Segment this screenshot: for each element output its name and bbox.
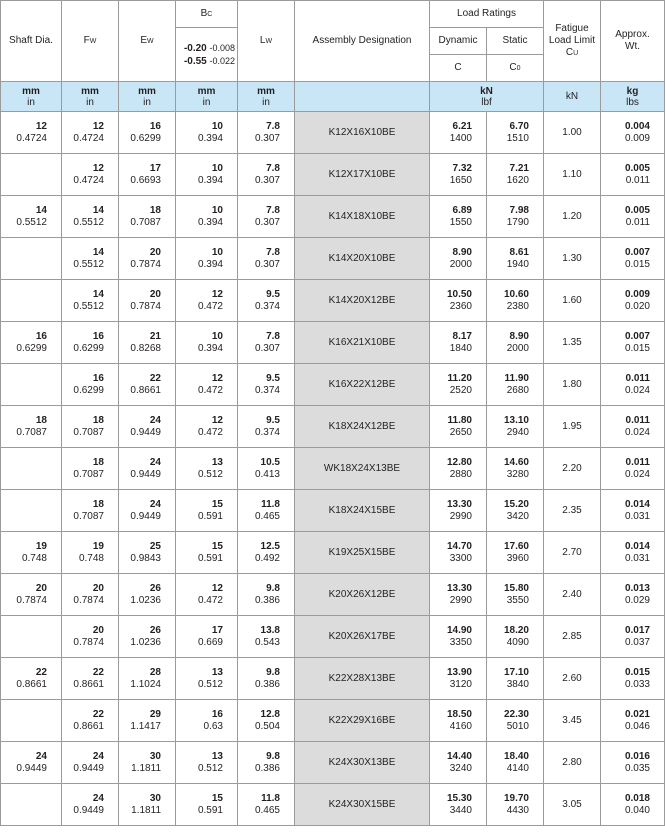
cell-static: 17.10 3840: [487, 658, 544, 700]
unit-bc: mm in: [176, 82, 238, 112]
cell-assembly-designation: K12X17X10BE: [295, 154, 430, 196]
cell-fw: 22 0.8661: [62, 700, 119, 742]
cell-shaft-dia: 19 0.748: [1, 532, 62, 574]
cell-assembly-designation: K14X20X10BE: [295, 238, 430, 280]
cell-fw: 12 0.4724: [62, 112, 119, 154]
cell-fatigue: 1.30: [544, 238, 601, 280]
cell-static: 10.60 2380: [487, 280, 544, 322]
cell-weight: 0.011 0.024: [601, 448, 665, 490]
header-ew: EW: [119, 1, 176, 82]
table-row: [1, 112, 665, 154]
cell-bc: 12 0.472: [176, 574, 238, 616]
cell-fw: 16 0.6299: [62, 364, 119, 406]
table-row: [1, 406, 665, 448]
cell-lw: 11.8 0.465: [238, 784, 295, 826]
cell-weight: 0.018 0.040: [601, 784, 665, 826]
cell-fatigue: 3.45: [544, 700, 601, 742]
table-body: [1, 112, 665, 826]
cell-bc: 15 0.591: [176, 532, 238, 574]
table-row: [1, 532, 665, 574]
cell-fatigue: 2.80: [544, 742, 601, 784]
table-row: [1, 574, 665, 616]
cell-fw: 18 0.7087: [62, 406, 119, 448]
cell-ew: 26 1.0236: [119, 574, 176, 616]
cell-shaft-dia: [1, 784, 62, 826]
cell-ew: 20 0.7874: [119, 280, 176, 322]
cell-dynamic: 7.32 1650: [430, 154, 487, 196]
cell-dynamic: 10.50 2360: [430, 280, 487, 322]
cell-weight: 0.005 0.011: [601, 196, 665, 238]
header-bc: BC: [176, 1, 238, 28]
cell-static: 8.61 1940: [487, 238, 544, 280]
cell-bc: 10 0.394: [176, 238, 238, 280]
cell-bc: 16 0.63: [176, 700, 238, 742]
cell-bc: 10 0.394: [176, 154, 238, 196]
cell-shaft-dia: [1, 448, 62, 490]
cell-weight: 0.005 0.011: [601, 154, 665, 196]
cell-dynamic: 13.30 2990: [430, 574, 487, 616]
cell-ew: 21 0.8268: [119, 322, 176, 364]
cell-weight: 0.016 0.035: [601, 742, 665, 784]
table-row: [1, 742, 665, 784]
cell-fatigue: 2.85: [544, 616, 601, 658]
cell-shaft-dia: [1, 238, 62, 280]
cell-bc: 15 0.591: [176, 490, 238, 532]
cell-weight: 0.017 0.037: [601, 616, 665, 658]
cell-fatigue: 2.40: [544, 574, 601, 616]
cell-shaft-dia: 12 0.4724: [1, 112, 62, 154]
cell-lw: 9.5 0.374: [238, 280, 295, 322]
cell-ew: 24 0.9449: [119, 448, 176, 490]
cell-lw: 9.5 0.374: [238, 406, 295, 448]
header-c: C: [430, 55, 487, 82]
cell-weight: 0.013 0.029: [601, 574, 665, 616]
cell-fw: 18 0.7087: [62, 490, 119, 532]
cell-dynamic: 14.40 3240: [430, 742, 487, 784]
unit-ew: mm in: [119, 82, 176, 112]
cell-assembly-designation: K19X25X15BE: [295, 532, 430, 574]
cell-dynamic: 11.80 2650: [430, 406, 487, 448]
cell-fw: 20 0.7874: [62, 616, 119, 658]
cell-lw: 9.8 0.386: [238, 658, 295, 700]
cell-fatigue: 1.35: [544, 322, 601, 364]
table-row: [1, 448, 665, 490]
cell-assembly-designation: K16X22X12BE: [295, 364, 430, 406]
table-row: [1, 154, 665, 196]
cell-shaft-dia: 14 0.5512: [1, 196, 62, 238]
cell-lw: 13.8 0.543: [238, 616, 295, 658]
cell-lw: 11.8 0.465: [238, 490, 295, 532]
cell-assembly-designation: K18X24X15BE: [295, 490, 430, 532]
cell-bc: 10 0.394: [176, 322, 238, 364]
cell-shaft-dia: 16 0.6299: [1, 322, 62, 364]
header-fw: FW: [62, 1, 119, 82]
cell-bc: 10 0.394: [176, 112, 238, 154]
unit-fatigue: kN: [544, 82, 601, 112]
cell-bc: 10 0.394: [176, 196, 238, 238]
cell-ew: 25 0.9843: [119, 532, 176, 574]
table-row: [1, 616, 665, 658]
cell-weight: 0.009 0.020: [601, 280, 665, 322]
cell-fw: 22 0.8661: [62, 658, 119, 700]
cell-ew: 24 0.9449: [119, 490, 176, 532]
cell-static: 6.70 1510: [487, 112, 544, 154]
cell-fw: 16 0.6299: [62, 322, 119, 364]
cell-fatigue: 1.60: [544, 280, 601, 322]
cell-weight: 0.014 0.031: [601, 490, 665, 532]
cell-ew: 24 0.9449: [119, 406, 176, 448]
header-bc-tolerance: -0.20 -0.008 -0.55 -0.022: [176, 28, 238, 82]
cell-bc: 13 0.512: [176, 658, 238, 700]
cell-assembly-designation: K14X20X12BE: [295, 280, 430, 322]
header-dynamic: Dynamic: [430, 28, 487, 55]
table-row: [1, 784, 665, 826]
cell-dynamic: 6.89 1550: [430, 196, 487, 238]
cell-static: 15.80 3550: [487, 574, 544, 616]
header-weight: Approx. Wt.: [601, 1, 665, 82]
cell-assembly-designation: K12X16X10BE: [295, 112, 430, 154]
cell-fatigue: 2.60: [544, 658, 601, 700]
table-row: [1, 322, 665, 364]
cell-dynamic: 8.90 2000: [430, 238, 487, 280]
cell-shaft-dia: [1, 700, 62, 742]
unit-weight: kg lbs: [601, 82, 665, 112]
cell-shaft-dia: [1, 364, 62, 406]
cell-fatigue: 2.35: [544, 490, 601, 532]
cell-weight: 0.011 0.024: [601, 406, 665, 448]
cell-ew: 22 0.8661: [119, 364, 176, 406]
cell-static: 19.70 4430: [487, 784, 544, 826]
cell-shaft-dia: 22 0.8661: [1, 658, 62, 700]
cell-shaft-dia: 20 0.7874: [1, 574, 62, 616]
table-header: [1, 1, 665, 112]
cell-fw: 24 0.9449: [62, 784, 119, 826]
cell-static: 13.10 2940: [487, 406, 544, 448]
cell-fw: 18 0.7087: [62, 448, 119, 490]
header-static: Static: [487, 28, 544, 55]
cell-dynamic: 15.30 3440: [430, 784, 487, 826]
cell-static: 15.20 3420: [487, 490, 544, 532]
cell-assembly-designation: K20X26X17BE: [295, 616, 430, 658]
table-row: [1, 196, 665, 238]
cell-fw: 14 0.5512: [62, 238, 119, 280]
unit-load: kN lbf: [430, 82, 544, 112]
table-row: [1, 238, 665, 280]
cell-static: 18.20 4090: [487, 616, 544, 658]
cell-assembly-designation: WK18X24X13BE: [295, 448, 430, 490]
cell-assembly-designation: K22X29X16BE: [295, 700, 430, 742]
cell-weight: 0.015 0.033: [601, 658, 665, 700]
cell-ew: 30 1.1811: [119, 784, 176, 826]
cell-fatigue: 1.20: [544, 196, 601, 238]
cell-static: 8.90 2000: [487, 322, 544, 364]
cell-weight: 0.007 0.015: [601, 322, 665, 364]
cell-dynamic: 14.90 3350: [430, 616, 487, 658]
cell-bc: 12 0.472: [176, 406, 238, 448]
cell-lw: 7.8 0.307: [238, 238, 295, 280]
cell-weight: 0.021 0.046: [601, 700, 665, 742]
cell-static: 18.40 4140: [487, 742, 544, 784]
cell-bc: 12 0.472: [176, 364, 238, 406]
cell-shaft-dia: 24 0.9449: [1, 742, 62, 784]
header-shaft-dia: Shaft Dia.: [1, 1, 62, 82]
table-row: [1, 280, 665, 322]
cell-dynamic: 13.90 3120: [430, 658, 487, 700]
cell-bc: 13 0.512: [176, 742, 238, 784]
cell-fatigue: 2.70: [544, 532, 601, 574]
cell-weight: 0.014 0.031: [601, 532, 665, 574]
cell-fatigue: 1.10: [544, 154, 601, 196]
cell-weight: 0.007 0.015: [601, 238, 665, 280]
cell-ew: 20 0.7874: [119, 238, 176, 280]
cell-bc: 13 0.512: [176, 448, 238, 490]
units-row: [1, 82, 665, 112]
cell-ew: 16 0.6299: [119, 112, 176, 154]
cell-fatigue: 1.00: [544, 112, 601, 154]
cell-fw: 14 0.5512: [62, 196, 119, 238]
cell-lw: 9.5 0.374: [238, 364, 295, 406]
cell-static: 14.60 3280: [487, 448, 544, 490]
cell-weight: 0.011 0.024: [601, 364, 665, 406]
table-row: [1, 658, 665, 700]
cell-lw: 12.5 0.492: [238, 532, 295, 574]
table-row: [1, 700, 665, 742]
cell-lw: 10.5 0.413: [238, 448, 295, 490]
cell-ew: 18 0.7087: [119, 196, 176, 238]
cell-fw: 19 0.748: [62, 532, 119, 574]
cell-ew: 29 1.1417: [119, 700, 176, 742]
cell-lw: 7.8 0.307: [238, 154, 295, 196]
unit-fw: mm in: [62, 82, 119, 112]
cell-lw: 7.8 0.307: [238, 322, 295, 364]
cell-dynamic: 14.70 3300: [430, 532, 487, 574]
header-fatigue: Fatigue Load Limit CU: [544, 1, 601, 82]
cell-shaft-dia: [1, 154, 62, 196]
cell-ew: 30 1.1811: [119, 742, 176, 784]
cell-fw: 24 0.9449: [62, 742, 119, 784]
cell-shaft-dia: [1, 280, 62, 322]
cell-assembly-designation: K14X18X10BE: [295, 196, 430, 238]
cell-dynamic: 12.80 2880: [430, 448, 487, 490]
header-assembly: Assembly Designation: [295, 1, 430, 82]
cell-ew: 28 1.1024: [119, 658, 176, 700]
cell-fatigue: 2.20: [544, 448, 601, 490]
table-row: [1, 490, 665, 532]
cell-static: 7.98 1790: [487, 196, 544, 238]
header-c0: C0: [487, 55, 544, 82]
header-load-ratings: Load Ratings: [430, 1, 544, 28]
cell-lw: 9.8 0.386: [238, 742, 295, 784]
cell-static: 11.90 2680: [487, 364, 544, 406]
cell-assembly-designation: K22X28X13BE: [295, 658, 430, 700]
cell-static: 22.30 5010: [487, 700, 544, 742]
cell-dynamic: 11.20 2520: [430, 364, 487, 406]
cell-fw: 20 0.7874: [62, 574, 119, 616]
cell-ew: 17 0.6693: [119, 154, 176, 196]
cell-fw: 12 0.4724: [62, 154, 119, 196]
unit-shaft: mm in: [1, 82, 62, 112]
cell-fatigue: 3.05: [544, 784, 601, 826]
cell-static: 17.60 3960: [487, 532, 544, 574]
cell-dynamic: 8.17 1840: [430, 322, 487, 364]
cell-dynamic: 18.50 4160: [430, 700, 487, 742]
cell-assembly-designation: K20X26X12BE: [295, 574, 430, 616]
cell-lw: 7.8 0.307: [238, 196, 295, 238]
unit-assembly: [295, 82, 430, 112]
cell-lw: 12.8 0.504: [238, 700, 295, 742]
cell-fw: 14 0.5512: [62, 280, 119, 322]
cell-bc: 17 0.669: [176, 616, 238, 658]
cell-dynamic: 13.30 2990: [430, 490, 487, 532]
cell-bc: 15 0.591: [176, 784, 238, 826]
cell-assembly-designation: K18X24X12BE: [295, 406, 430, 448]
cell-fatigue: 1.80: [544, 364, 601, 406]
cell-fatigue: 1.95: [544, 406, 601, 448]
table-row: [1, 364, 665, 406]
cell-assembly-designation: K16X21X10BE: [295, 322, 430, 364]
cell-weight: 0.004 0.009: [601, 112, 665, 154]
unit-lw: mm in: [238, 82, 295, 112]
cell-lw: 9.8 0.386: [238, 574, 295, 616]
cell-dynamic: 6.21 1400: [430, 112, 487, 154]
cell-assembly-designation: K24X30X13BE: [295, 742, 430, 784]
cell-bc: 12 0.472: [176, 280, 238, 322]
cell-assembly-designation: K24X30X15BE: [295, 784, 430, 826]
cell-shaft-dia: 18 0.7087: [1, 406, 62, 448]
cell-lw: 7.8 0.307: [238, 112, 295, 154]
cell-ew: 26 1.0236: [119, 616, 176, 658]
cell-shaft-dia: [1, 616, 62, 658]
cell-shaft-dia: [1, 490, 62, 532]
cell-static: 7.21 1620: [487, 154, 544, 196]
header-lw: LW: [238, 1, 295, 82]
